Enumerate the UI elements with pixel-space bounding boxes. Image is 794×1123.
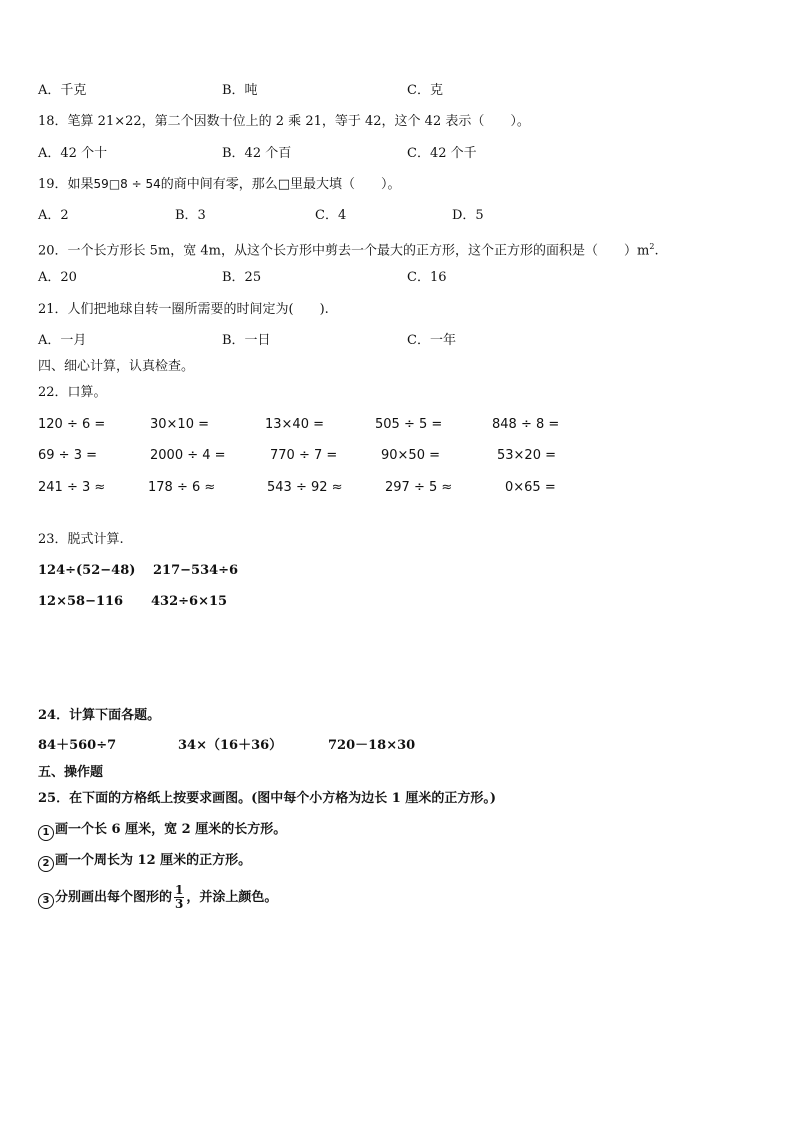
q19-option-b: B．3 — [175, 208, 206, 223]
q17-option-a: A．千克 — [38, 83, 87, 98]
q17-option-b: B．吨 — [222, 83, 258, 98]
q23-item-1: 124÷(52−48) — [38, 563, 136, 578]
q25-step-2-text: 画一个周长为 12 厘米的正方形。 — [55, 853, 252, 868]
q18-question: 18．笔算 21×22，第二个因数十位上的 2 乘 21，等于 42，这个 42 表示（ ）。 — [38, 114, 530, 129]
fraction-denominator: 3 — [175, 897, 184, 911]
step-2-circled-number: 2 — [38, 856, 54, 872]
q23-item-4: 432÷6×15 — [151, 594, 228, 609]
q24-title: 24．计算下面各题。 — [38, 708, 161, 723]
q25-step-1-text: 画一个长 6 厘米，宽 2 厘米的长方形。 — [55, 822, 287, 837]
q23-title: 23．脱式计算. — [38, 532, 124, 547]
q17-option-c: C．克 — [407, 83, 443, 98]
q22-r3-c5: 0×65 = — [505, 480, 556, 495]
q22-r2-c1: 69 ÷ 3 = — [38, 448, 97, 463]
section-5-heading: 五、操作题 — [38, 765, 104, 780]
q21-question: 21．人们把地球自转一圈所需要的时间定为( ). — [38, 302, 329, 317]
q19-option-d: D．5 — [452, 208, 484, 223]
q18-option-c: C．42 个千 — [407, 146, 477, 161]
q22-r3-c3: 543 ÷ 92 ≈ — [267, 480, 343, 495]
q22-r1-c5: 848 ÷ 8 = — [492, 417, 560, 432]
q22-r3-c2: 178 ÷ 6 ≈ — [148, 480, 216, 495]
q22-r1-c4: 505 ÷ 5 = — [375, 417, 443, 432]
q20-unit-superscript: 2 — [649, 242, 655, 251]
step-3-circled-number: 3 — [38, 893, 54, 909]
q18-option-a: A．42 个十 — [38, 146, 108, 161]
fraction-numerator: 1 — [175, 883, 184, 897]
q19-expression: 59□8 ÷ 54 — [93, 177, 161, 191]
q22-r2-c5: 53×20 = — [497, 448, 557, 463]
q20-question — [38, 238, 659, 260]
q21-option-a: A．一月 — [38, 333, 87, 348]
q22-r1-c2: 30×10 = — [150, 417, 210, 432]
q22-r2-c4: 90×50 = — [381, 448, 441, 463]
q21-option-b: B．一日 — [222, 333, 271, 348]
q24-item-3: 720－18×30 — [328, 738, 416, 753]
q25-step-3 — [38, 884, 277, 911]
q24-item-1: 84＋560÷7 — [38, 738, 117, 753]
step-1-circled-number: 1 — [38, 825, 54, 841]
q19-option-c: C．4 — [315, 208, 347, 223]
q23-item-3: 12×58−116 — [38, 594, 124, 609]
q25-step-2 — [38, 852, 251, 872]
q22-r1-c3: 13×40 = — [265, 417, 325, 432]
q25-title: 25．在下面的方格纸上按要求画图。(图中每个小方格为边长 1 厘米的正方形。) — [38, 791, 496, 806]
q20-option-c: C．16 — [407, 270, 447, 285]
q18-option-b: B．42 个百 — [222, 146, 292, 161]
q20-option-a: A．20 — [38, 270, 77, 285]
q23-item-2: 217−534÷6 — [153, 563, 239, 578]
q22-r3-c4: 297 ÷ 5 ≈ — [385, 480, 453, 495]
q20-option-b: B．25 — [222, 270, 262, 285]
q25-step-3-text-before: 分别画出每个图形的 — [55, 890, 173, 905]
q22-r2-c3: 770 ÷ 7 = — [270, 448, 338, 463]
q22-r2-c2: 2000 ÷ 4 = — [150, 448, 226, 463]
q20-text: 20．一个长方形长 5m，宽 4m，从这个长方形中剪去一个最大的正方形，这个正方形的面积是（ ）m — [38, 243, 650, 259]
q22-r1-c1: 120 ÷ 6 = — [38, 417, 106, 432]
q25-step-3-text-after: ，并涂上颜色。 — [186, 890, 278, 905]
q22-r3-c1: 241 ÷ 3 ≈ — [38, 480, 106, 495]
q22-title: 22．口算。 — [38, 385, 107, 400]
q25-step-1 — [38, 821, 286, 841]
q20-unit-dot: . — [654, 243, 659, 259]
one-third-fraction — [174, 884, 184, 911]
q19-question — [38, 175, 401, 194]
q19-text-after: 的商中间有零，那么□里最大填（ ）。 — [160, 177, 401, 192]
q19-text-before: 19．如果 — [38, 177, 94, 192]
q24-item-2: 34×（16＋36） — [178, 738, 283, 753]
q19-option-a: A．2 — [38, 208, 69, 223]
q21-option-c: C．一年 — [407, 333, 456, 348]
section-4-heading: 四、细心计算，认真检查。 — [38, 359, 195, 374]
